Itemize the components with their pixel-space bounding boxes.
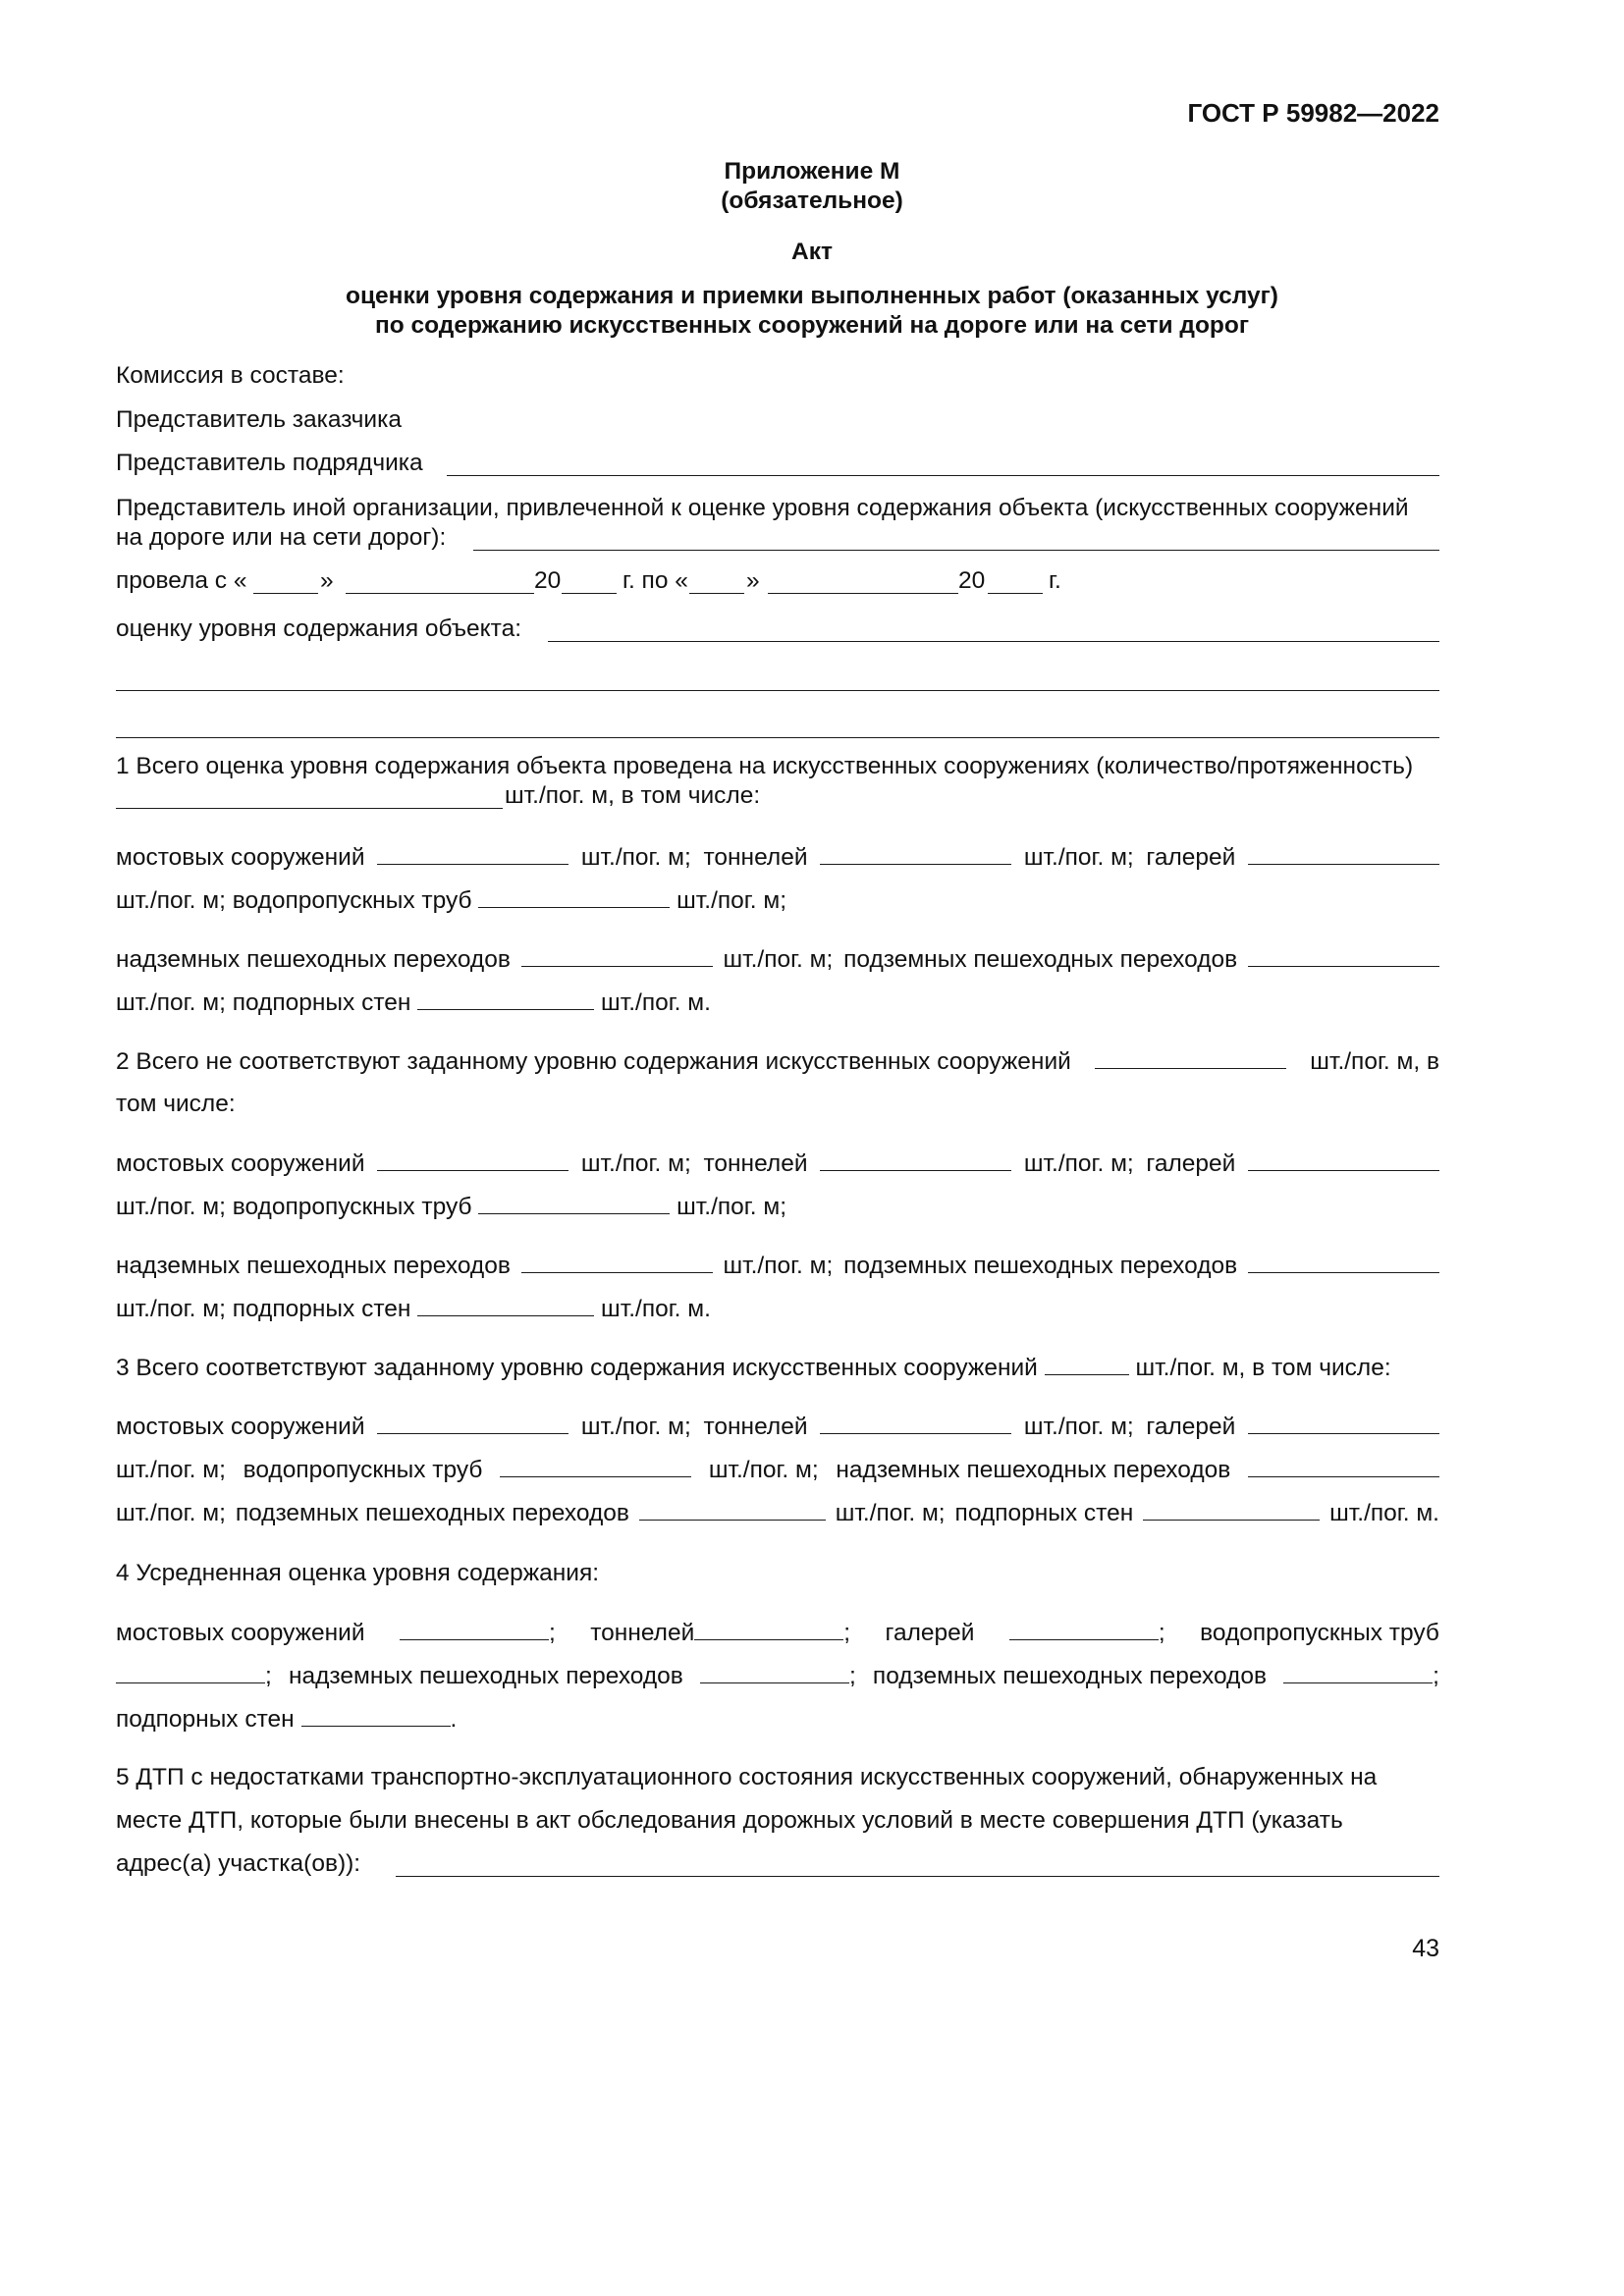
section4-row1: мостовых сооружений ; тоннелей ; галерей ; водопропускных труб	[116, 1620, 1439, 1646]
section1-row3: надземных пешеходных переходов шт./пог. м; подземных пешеходных переходов	[116, 944, 1439, 975]
section5-line2: месте ДТП, которые были внесены в акт обследования дорожных условий в месте совершения ДТП (указать	[116, 1807, 1343, 1834]
end-month-field[interactable]	[768, 593, 958, 594]
section3-row3: шт./пог. м; водопропускных труб шт./пог. м; надземных пешеходных переходов	[116, 1455, 1439, 1485]
appendix-title: Приложение М	[724, 158, 900, 185]
s4-overpasses-field[interactable]	[700, 1661, 849, 1683]
s2-bridges-field[interactable]	[377, 1148, 568, 1171]
section5-address-field[interactable]	[396, 1876, 1439, 1877]
s2-culverts-field[interactable]	[478, 1192, 670, 1214]
contractor-representative-field[interactable]	[447, 475, 1439, 476]
s3-culverts-field[interactable]	[500, 1455, 691, 1477]
start-month-field[interactable]	[346, 593, 534, 594]
s3-bridges-field[interactable]	[377, 1412, 568, 1434]
other-org-representative-line1: Представитель иной организации, привлеченной к оценке уровня содержания объекта (искусственных сооружений	[116, 495, 1409, 521]
s4-bridges-field[interactable]	[400, 1618, 549, 1640]
s3-tunnels-field[interactable]	[820, 1412, 1011, 1434]
assessment-object-field-line2[interactable]	[116, 690, 1439, 691]
assessment-object-field-line3[interactable]	[116, 737, 1439, 738]
s4-underpasses-field[interactable]	[1283, 1661, 1433, 1683]
section5-line3: адрес(а) участка(ов)):	[116, 1850, 361, 1877]
s4-galleries-field[interactable]	[1009, 1618, 1159, 1640]
s1-tunnels-field[interactable]	[820, 842, 1011, 865]
section2-row1: 2 Всего не соответствуют заданному уровню содержания искусственных сооружений шт./пог. м, в	[116, 1048, 1439, 1075]
s1-galleries-field[interactable]	[1248, 842, 1439, 865]
contractor-representative-label: Представитель подрядчика	[116, 450, 423, 476]
appendix-status: (обязательное)	[721, 187, 903, 214]
s4-tunnels-field[interactable]	[694, 1618, 843, 1640]
section2-row3: шт./пог. м; водопропускных труб шт./пог. м;	[116, 1194, 787, 1220]
section3-row2: мостовых сооружений шт./пог. м; тоннелей шт./пог. м; галерей	[116, 1412, 1439, 1442]
start-day-field[interactable]	[253, 593, 318, 594]
page-number: 43	[1412, 1935, 1439, 1962]
document-page: ГОСТ Р 59982—2022 Приложение М (обязательное) Акт оценки уровня содержания и приемки выполненных работ (оказанных услуг) по содержанию искусственных сооружений на дороге или на сети дорог Комиссия в составе: Представитель заказчика Представитель подрядчика Представитель иной организации, привлеченной к оценке уровня содержания объекта (искусственных сооружений на дороге или на сети дорог): провела с « » 20 г. по « » 20 г. оценку уровня содержания объекта: 1 Всего оценка уровня содержания объекта проведена на искусственных сооружениях (количество/протяженность) шт./пог. м, в том числе: мостовых сооружений шт./пог. м; тоннелей шт./пог. м; галерей шт./пог. м; водопропускных труб шт./пог. м; надземных пешеходных переходов шт./пог. м; подземных пешеходных переходов шт./пог. м; подпорных стен шт./пог. м. 2 Всего не соответствуют заданному уровню содержания искусственных сооружений шт./пог. м, в том числе: мостовых сооружений шт./пог. м; тоннелей шт./пог. м; галерей шт./пог. м; водопропускных труб шт./пог. м; надземных пешеходных переходов шт./пог. м; подземных пешеходных переходов шт./пог. м; подпорных стен шт./пог. м. 3 Всего соответствуют заданному уровню содержания искусственных сооружений шт./пог. м, в том числе: мостовых сооружений шт./пог. м; тоннелей шт./пог. м; галерей шт./пог. м; водопропускных труб шт./пог. м; надземных пешеходных переходов шт./пог. м; подземных пешеходных переходов шт./пог. м; подпорных стен шт./пог. м. 4 Усредненная оценка уровня содержания: мостовых сооружений ; тоннелей ; галерей ; водопропускных труб ; надземных пешеходных переходов ; подземных пешеходных переходов ; подпорных стен . 5 ДТП с недостатками транспортно-эксплуатационного состояния искусственных сооружений, обнаруженных на месте ДТП, которые были внесены в акт обследования дорожных условий в месте совершения ДТП (указать адрес(а) участка(ов)): 43	[0, 0, 1624, 2296]
act-title: Акт	[791, 239, 833, 265]
section5-line1: 5 ДТП с недостатками транспортно-эксплуатационного состояния искусственных сооружений, обнаруженных на	[116, 1764, 1378, 1790]
section4-row3: подпорных стен .	[116, 1706, 458, 1733]
section3-row4: шт./пог. м; подземных пешеходных переходов шт./пог. м; подпорных стен шт./пог. м.	[116, 1500, 1439, 1526]
s2-galleries-field[interactable]	[1248, 1148, 1439, 1171]
s1-culverts-field[interactable]	[478, 885, 670, 908]
section4-title: 4 Усредненная оценка уровня содержания:	[116, 1560, 600, 1586]
section1-row1: мостовых сооружений шт./пог. м; тоннелей шт./пог. м; галерей	[116, 842, 1439, 873]
s2-tunnels-field[interactable]	[820, 1148, 1011, 1171]
act-subtitle-line2: по содержанию искусственных сооружений на дороге или на сети дорог	[374, 312, 1250, 339]
s2-underpasses-field[interactable]	[1248, 1251, 1439, 1273]
s3-underpasses-field[interactable]	[639, 1498, 826, 1521]
customer-representative-label: Представитель заказчика	[116, 406, 402, 433]
s3-retaining-walls-field[interactable]	[1143, 1498, 1320, 1521]
section1-text: 1 Всего оценка уровня содержания объекта проведена на искусственных сооружениях (количество/протяженность)	[116, 753, 1414, 779]
s1-underpasses-field[interactable]	[1248, 944, 1439, 967]
s2-retaining-walls-field[interactable]	[417, 1294, 594, 1316]
s1-overpasses-field[interactable]	[521, 944, 713, 967]
section1-tail: шт./пог. м, в том числе:	[505, 782, 761, 809]
section1-row2: шт./пог. м; водопропускных труб шт./пог. м;	[116, 887, 787, 914]
commission-composition: Комиссия в составе:	[116, 362, 345, 389]
section2-row5: шт./пог. м; подпорных стен шт./пог. м.	[116, 1296, 711, 1322]
section4-row2: ; надземных пешеходных переходов ; подземных пешеходных переходов ;	[116, 1661, 1439, 1691]
end-year-field[interactable]	[988, 593, 1043, 594]
s2-overpasses-field[interactable]	[521, 1251, 713, 1273]
other-org-representative-line2: на дороге или на сети дорог):	[116, 524, 447, 551]
section2-row2: мостовых сооружений шт./пог. м; тоннелей шт./пог. м; галерей	[116, 1148, 1439, 1179]
assessment-object-label: оценку уровня содержания объекта:	[116, 615, 522, 642]
s4-culverts-field[interactable]	[116, 1661, 265, 1683]
s4-retaining-walls-field[interactable]	[301, 1704, 451, 1727]
end-day-field[interactable]	[689, 593, 744, 594]
s3-overpasses-field[interactable]	[1248, 1455, 1439, 1477]
s2-total-field[interactable]	[1095, 1046, 1286, 1069]
s3-total-field[interactable]	[1045, 1353, 1129, 1375]
other-org-representative-field[interactable]	[473, 550, 1439, 551]
section1-row4: шт./пог. м; подпорных стен шт./пог. м.	[116, 989, 711, 1016]
section2-row4: надземных пешеходных переходов шт./пог. м; подземных пешеходных переходов	[116, 1251, 1439, 1281]
assessment-object-field[interactable]	[548, 641, 1439, 642]
section2-tail: том числе:	[116, 1091, 236, 1117]
standard-designation: ГОСТ Р 59982—2022	[1187, 98, 1439, 128]
section1-total-field[interactable]	[116, 808, 503, 809]
section3-row1: 3 Всего соответствуют заданному уровню содержания искусственных сооружений шт./пог. м, в том числе:	[116, 1355, 1391, 1381]
s1-bridges-field[interactable]	[377, 842, 568, 865]
act-subtitle-line1: оценки уровня содержания и приемки выполненных работ (оказанных услуг)	[346, 283, 1278, 309]
s1-retaining-walls-field[interactable]	[417, 988, 594, 1010]
s3-galleries-field[interactable]	[1248, 1412, 1439, 1434]
start-year-field[interactable]	[562, 593, 617, 594]
